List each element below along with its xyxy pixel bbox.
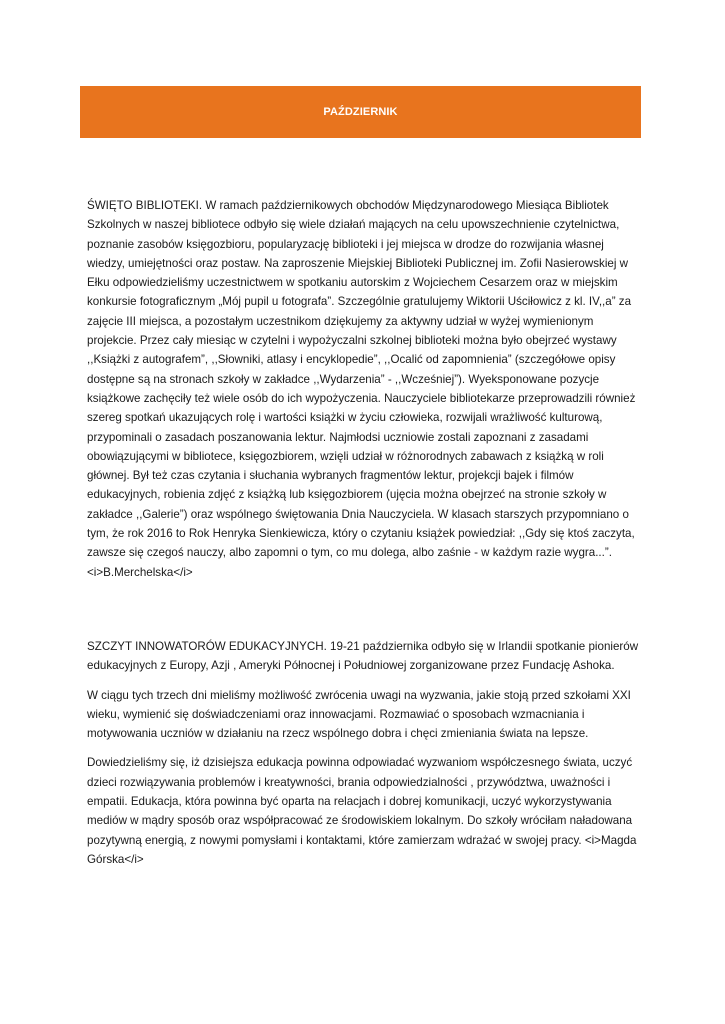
article-paragraph: ŚWIĘTO BIBLIOTEKI. W ramach październikowych obchodów Międzynarodowego Miesiąca Bibliotek Szkolnych w naszej bibliotece odbyło się wiele działań mających na celu upowszechnienie czytelnictwa, poznanie zasobów księgozbioru, popularyzację biblioteki i jej miejsca w drodze do rozwijania własnej wiedzy, umiejętności oraz postaw. Na zaproszenie Miejskiej Biblioteki Publicznej im. Zofii Nasierowskiej w Ełku odpowiedzieliśmy uczestnictwem w spotkaniu autorskim z Wojciechem Cesarzem oraz w miejskim konkursie fotograficznym „Mój pupil u fotografa”. Szczególnie gratulujemy Wiktorii Uściłowicz z kl. IV,,a” za zajęcie III miejsca, a pozostałym uczestnikom dziękujemy za aktywny udział w wyżej wymienionym projekcie. Przez cały miesiąc w czytelni i wypożyczalni szkolnej biblioteki można było obejrzeć wystawy ,,Książki z autografem”, ,,Słowniki, atlasy i encyklopedie”, ,,Ocalić od zapomnienia” (szczegółowe opisy dostępne są na stronach szkoły w zakładce ,,Wydarzenia” - ,,Wcześniej”). Wyeksponowane pozycje książkowe zachęciły też wiele osób do ich wypożyczenia. Nauczyciele bibliotekarze przeprowadzili również szereg spotkań ukazujących rolę i wartości książki w życiu człowieka, rozwijali wrażliwość kulturową, przypominali o zasadach poszanowania lektur. Najmłodsi uczniowie zostali zapoznani z zasadami obowiązującymi w bibliotece, księgozbiorem, wzięli udział w różnorodnych zabawach z książką w roli głównej. Był też czas czytania i słuchania wybranych fragmentów lektur, projekcji bajek i filmów edukacyjnych, robienia zdjęć z książką lub księgozbiorem (ujęcia można obejrzeć na stronie szkoły w zakładce ,,Galerie”) oraz wspólnego świętowania Dnia Nauczyciela. W klasach starszych przypomniano o tym, że rok 2016 to Rok Henryka Sienkiewicza, który o czytaniu książek powiedział: ,,Gdy się ktoś zaczyta, zawsze się czegoś nauczy, albo zapomni o tym, co mu dolega, albo zaśnie - w każdym razie wygra...”. <i>B.Merchelska</i> <box>87 199 636 579</box>
article-paragraph: W ciągu tych trzech dni mieliśmy możliwość zwrócenia uwagi na wyzwania, jakie stoją przed szkołami XXI wieku, wymienić się doświadczeniami oraz innowacjami. Rozmawiać o sposobach wzmacniania i motywowania uczniów w działaniu na rzecz wspólnego dobra i chęci zmieniania świata na lepsze. <box>87 688 631 741</box>
article-paragraph: Dowiedzieliśmy się, iż dzisiejsza edukacja powinna odpowiadać wyzwaniom współczesnego świata, uczyć dzieci rozwiązywania problemów i kreatywności, brania odpowiedzialności , przywództwa, uważności i empatii. Edukacja, która powinna być oparta na relacjach i dobrej komunikacji, uczyć wykorzystywania mediów w mądry sposób oraz współpracować ze środowiskiem lokalnym. Do szkoły wróciłam naładowana pozytywną energią, z nowymi pomysłami i kontaktami, które zamierzam wdrażać w swojej pracy. <i>Magda Górska</i> <box>87 756 637 866</box>
article-paragraph: SZCZYT INNOWATORÓW EDUKACYJNYCH. 19-21 października odbyło się w Irlandii spotkanie pionierów edukacyjnych z Europy, Azji , Ameryki Północnej i Południowej zorganizowane przez Fundację Ashoka. <box>87 640 639 673</box>
article-library-day <box>87 196 643 592</box>
month-title: PAŹDZIERNIK <box>323 106 398 118</box>
month-header-bar <box>80 86 641 138</box>
article-innovators-summit <box>87 637 643 879</box>
